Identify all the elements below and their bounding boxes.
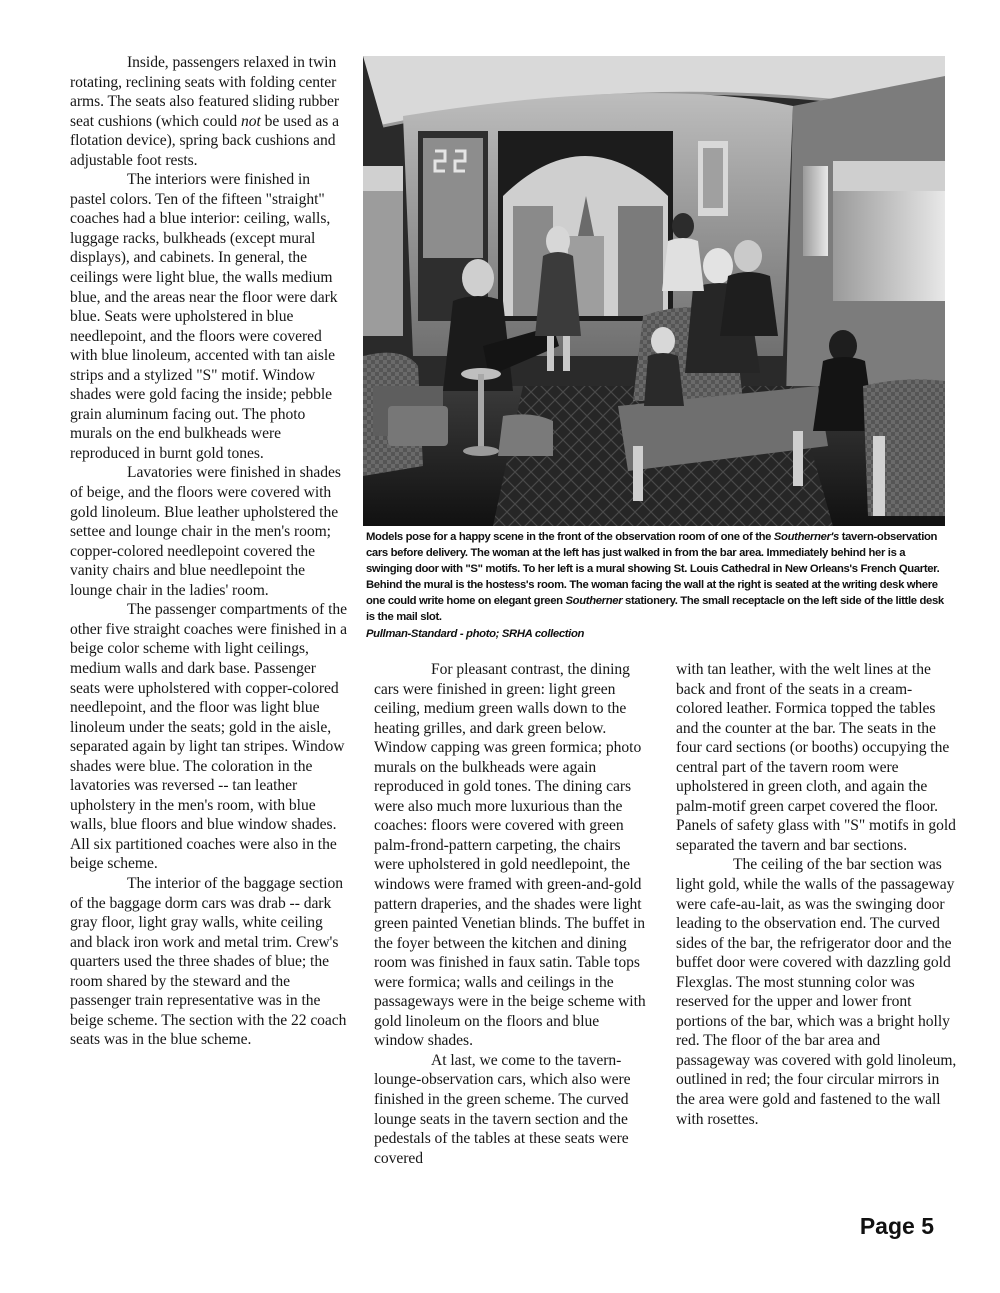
caption-text: Models pose for a happy scene in the front of the observation room of one of the	[366, 531, 774, 543]
paragraph: The ceiling of the bar section was light gold, while the walls of the passageway were cafe-au-lait, as was the swinging door leading to the observation end. The curved sides of the bar, the refrigerator door and the buffet door were covered with dazzling gold Flexglas. The most stunning color was reserved for the upper and lower front portions of the bar, which was a bright holly red. The floor of the bar area and passageway was covered with gold linoleum, outlined in red; the four circular mirrors in the area were gold and fastened to the wall with rosettes.	[676, 856, 957, 1128]
paragraph: Lavatories were finished in shades of beige, and the floors were covered with gold linoleum. Blue leather upholstered the settee and lounge chair in the men's room; copper-colored needlepoint covered the vanity chairs and blue needlepoint the lounge chair in the ladies' room.	[70, 464, 341, 599]
paragraph: The passenger compartments of the other five straight coaches were finished in a beige color scheme with light ceilings, medium walls and dark base. Passenger seats were upholstered with copper-colored needlepoint, and the floor was light blue linoleum under the seats; gold in the aisle, separated again by light tan stripes. Window shades were blue. The coloration in the lavatories was reversed -- tan leather upholstery in the men's room, with blue walls, blue floors and blue window shades. All six partitioned coaches were also in the beige scheme.	[70, 601, 348, 873]
observation-room-photo	[363, 56, 945, 526]
photo-credit: Pullman-Standard - photo; SRHA collection	[366, 627, 585, 640]
caption-text: tavern-observation cars before delivery. The woman at the left has just walked in from the bar area. Immediately behind her is a swinging door with "S" motifs. To her left is a mural showing St. Louis Cathedral in New Orleans's French Quarter. Behind the mural is the hostess's room. The woman facing the wall at the right is seated at the writing desk where one could write home on elegant green	[366, 531, 940, 608]
paragraph	[70, 53, 348, 170]
text-run: be used as a flotation device), spring back cushions and adjustable foot rests.	[70, 112, 339, 169]
middle-text-column	[374, 660, 648, 1168]
caption-text: stationery. The small receptacle on the left side of the little desk is the mail slot.	[366, 595, 944, 624]
paragraph: For pleasant contrast, the dining cars were finished in green: light green ceiling, medium green walls down to the heating grilles, and dark green below. Window capping was green formica; photo murals on the bulkheads were again reproduced in gold tones. The dining cars were also much more luxurious than the coaches: floors were covered with green palm-frond-pattern carpeting, the chairs were upholstered in gold needlepoint, the windows were framed with green-and-gold pattern draperies, and the shades were light green painted Venetian blinds. The buffet in the foyer between the kitchen and dining room was finished in faux satin. Table tops were formica; walls and ceilings in the passageways were in the beige scheme with gold linoleum on the floors and blue window shades.	[374, 661, 646, 1050]
caption-emphasis: Southerner's	[773, 531, 839, 543]
emphasis-text: not	[241, 112, 261, 130]
paragraph: The interiors were finished in pastel colors. Ten of the fifteen "straight" coaches had a blue interior: ceiling, walls, luggage racks, bulkheads (except mural displays), and cabinets. In general, the ceilings were light blue, the walls medium blue, and the areas near the floor were dark blue. Seats were upholstered in blue needlepoint, and the floors were covered with blue linoleum, accented with tan aisle strips and a stylized "S" motif. Window shades were gold facing the inside; pebble grain aluminum facing out. The photo murals on the end bulkheads were reproduced in burnt gold tones.	[70, 171, 338, 462]
paragraph: At last, we come to the tavern-lounge-observation cars, which also were finished in the green scheme. The curved lounge seats in the tavern section and the pedestals of the tables at these seats were covered	[374, 1051, 631, 1167]
page-number: Page 5	[859, 1213, 934, 1239]
right-text-column	[676, 660, 957, 1129]
caption-emphasis: Southerner	[565, 595, 623, 608]
text-run: Inside, passengers relaxed in twin rotating, reclining seats with folding center arms. The seats also featured sliding rubber seat cushions (which could	[70, 54, 340, 130]
paragraph: The interior of the baggage section of the baggage dorm cars was drab -- dark gray floor, light gray walls, white ceiling and black iron work and metal trim. Crew's quarters used the three shades of blue; the room shared by the steward and the passenger train representative was in the beige scheme. The section with the 22 coach seats was in the blue scheme.	[70, 874, 347, 1049]
left-text-column	[70, 53, 348, 1050]
photo-caption	[366, 529, 954, 642]
paragraph: with tan leather, with the welt lines at the back and front of the seats in a cream-colored leather. Formica topped the tables and the counter at the bar. The seats in the four card sections (or booths) occupying the central part of the tavern room were upholstered in green cloth, and again the palm-motif green carpet covered the floor. Panels of safety glass with "S" motifs in gold separated the tavern and bar sections.	[676, 661, 956, 854]
